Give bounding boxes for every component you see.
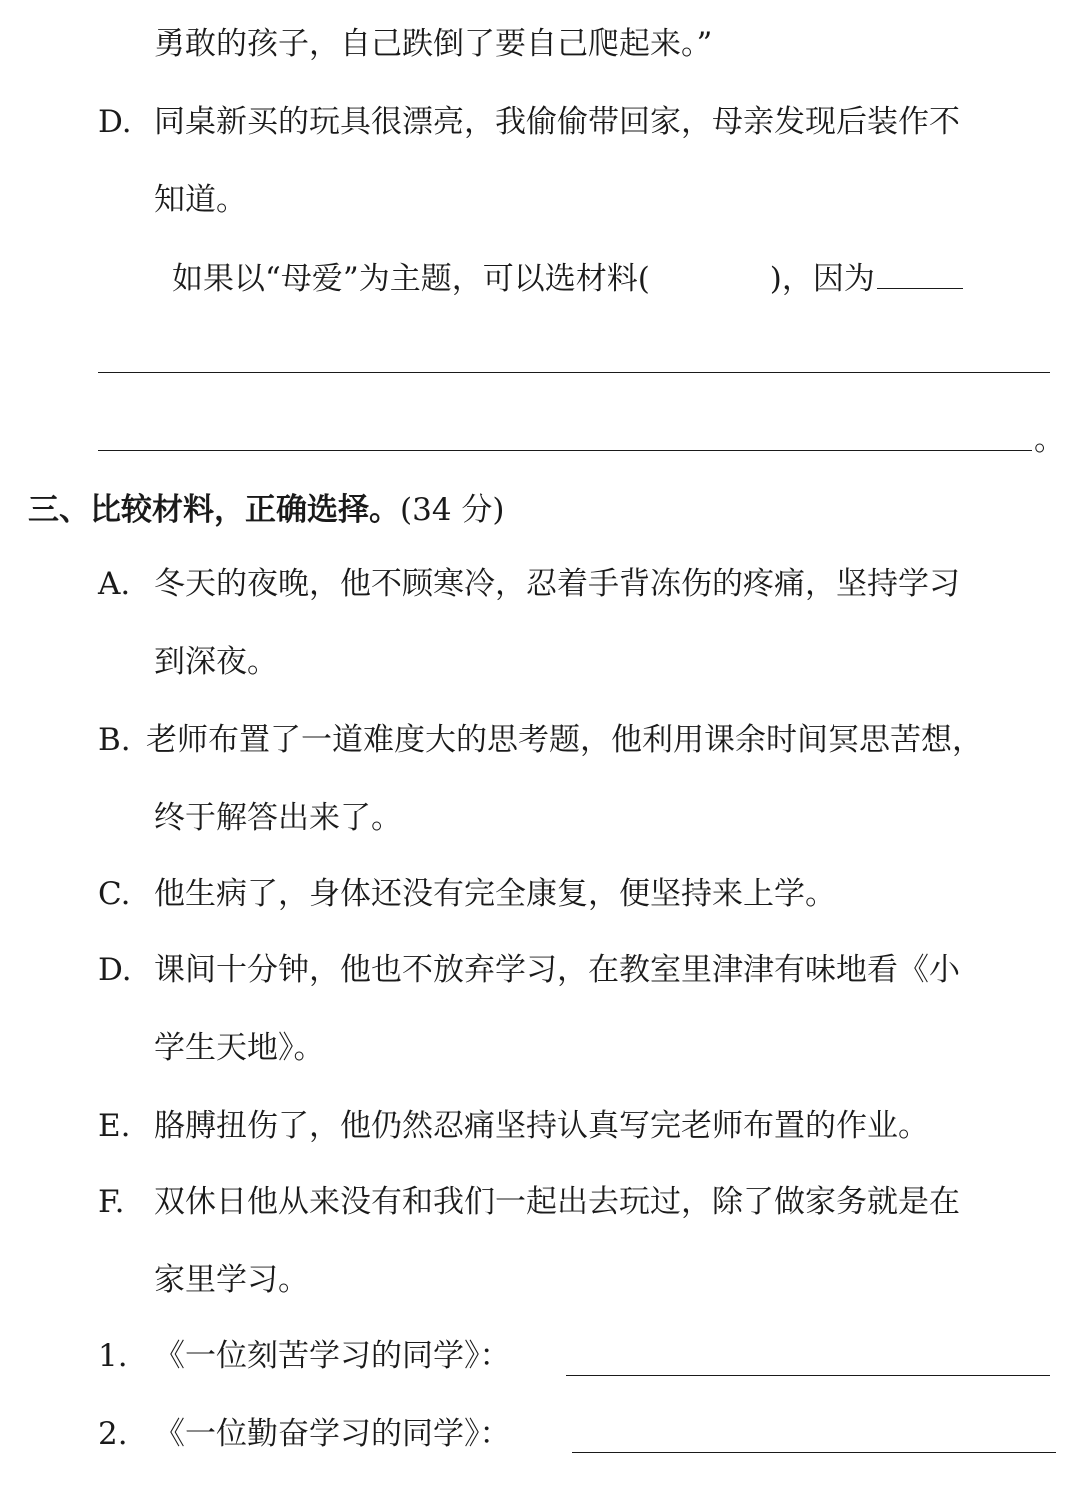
option-label: D. [98, 104, 132, 140]
option-d3-line2: 学生天地》。 [154, 1030, 325, 1066]
option-text: 冬天的夜晚，他不顾寒冷，忍着手背冻伤的疼痛，坚持学习 [154, 566, 960, 602]
option-d-line2: 知道。 [154, 182, 247, 218]
option-label: D. [98, 952, 132, 988]
option-text: 胳膊扭伤了，他仍然忍痛坚持认真写完老师布置的作业。 [154, 1108, 929, 1144]
section-3-heading [28, 490, 505, 530]
option-e-line1 [98, 1106, 929, 1146]
option-text: 双休日他从来没有和我们一起出去玩过，除了做家务就是在 [154, 1184, 960, 1220]
section-3-title: 三、比较材料，正确选择。 [28, 492, 400, 528]
reason-answer-line-2[interactable] [98, 450, 1032, 451]
question-text: 《一位刻苦学习的同学》： [154, 1338, 511, 1374]
option-d3-line1 [98, 950, 960, 990]
question-text-part2: )，因为 [769, 261, 875, 297]
option-b-line2: 终于解答出来了。 [154, 800, 402, 836]
option-f-line1 [98, 1182, 960, 1222]
option-a-line1 [98, 564, 960, 604]
option-label: C. [98, 876, 131, 912]
option-text: 课间十分钟，他也不放弃学习，在教室里津津有味地看《小 [154, 952, 960, 988]
option-text: 老师布置了一道难度大的思考题，他利用课余时间冥思苦想， [146, 722, 983, 758]
mother-love-question [172, 258, 963, 299]
answer-period: 。 [1034, 422, 1065, 458]
option-f-line2: 家里学习。 [154, 1262, 309, 1298]
option-a-line2: 到深夜。 [154, 644, 278, 680]
question-2 [98, 1414, 511, 1454]
option-text: 同桌新买的玩具很漂亮，我偷偷带回家，母亲发现后装作不 [154, 104, 960, 140]
question-text: 《一位勤奋学习的同学》： [154, 1416, 511, 1452]
option-c-line1 [98, 874, 836, 914]
option-b-line1 [98, 720, 983, 760]
option-text: 他生病了，身体还没有完全康复，便坚持来上学。 [154, 876, 836, 912]
option-d-line1 [98, 102, 960, 142]
question-label: 2. [98, 1416, 128, 1452]
option-label: B. [98, 722, 131, 758]
question-1 [98, 1336, 511, 1376]
reason-answer-line-1[interactable] [98, 372, 1050, 373]
question-text-part1: 如果以“母爱”为主题，可以选材料( [172, 261, 650, 297]
question-1-answer-line[interactable] [566, 1375, 1050, 1376]
option-label: E. [98, 1108, 131, 1144]
option-label: F. [98, 1184, 125, 1220]
option-c-continuation: 勇敢的孩子，自己跌倒了要自己爬起来。” [154, 26, 713, 62]
reason-blank-inline[interactable] [877, 258, 963, 289]
question-label: 1. [98, 1338, 128, 1374]
question-2-answer-line[interactable] [572, 1452, 1056, 1453]
section-3-score: (34 分) [400, 492, 505, 528]
option-label: A. [98, 566, 131, 602]
